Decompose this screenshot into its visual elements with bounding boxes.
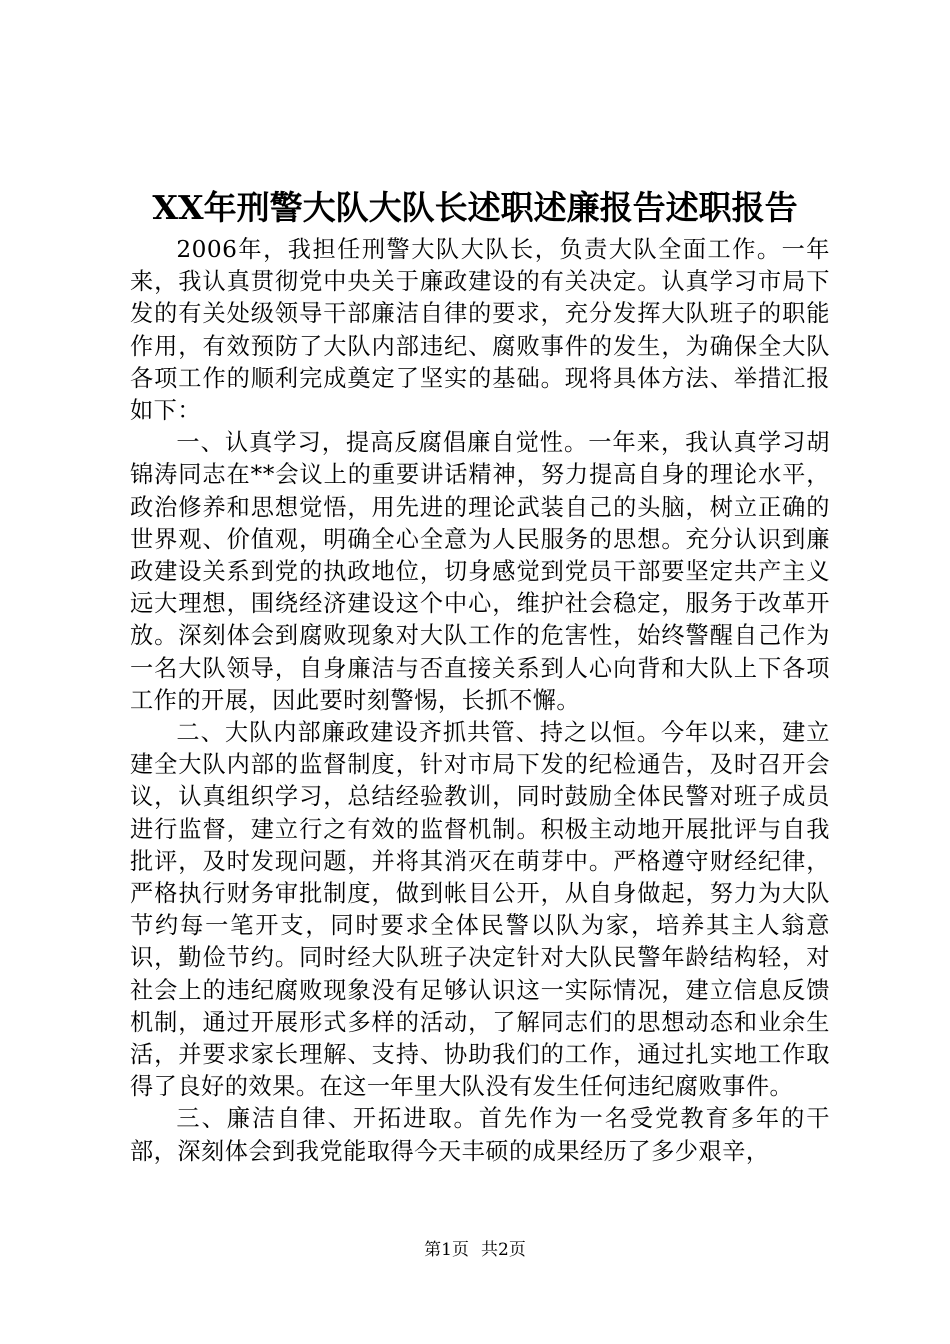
paragraph-section-2: 二、大队内部廉政建设齐抓共管、持之以恒。今年以来，建立建全大队内部的监督制度，针对市局下发的纪检通告，及时召开会议，认真组织学习，总结经验教训，同时鼓励全体民警对班子成员进行监督，建立行之有效的监督机制。积极主动地开展批评与自我批评，及时发现问题，并将其消灭在萌芽中。严格遵守财经纪律，严格执行财务审批制度，做到帐目公开，从自身做起，努力为大队节约每一笔开支，同时要求全体民警以队为家，培养其主人翁意识，勤俭节约。同时经大队班子决定针对大队民警年龄结构轻，对社会上的违纪腐败现象没有足够认识这一实际情况，建立信息反馈机制，通过开展形式多样的活动，了解同志们的思想动态和业余生活，并要求家长理解、支持、协助我们的工作，通过扎实地工作取得了良好的效果。在这一年里大队没有发生任何违纪腐败事件。: [130, 719, 830, 1101]
paragraph-section-3: 三、廉洁自律、开拓进取。首先作为一名受党教育多年的干部，深刻体会到我党能取得今天丰硕的成果经历了多少艰辛，: [130, 1105, 830, 1165]
page-footer: [0, 1238, 950, 1262]
document-title: XX年刑警大队大队长述职述廉报告述职报告: [152, 188, 798, 227]
page-number: 第1页: [424, 1240, 469, 1260]
paragraph-section-1: 一、认真学习，提高反腐倡廉自觉性。一年来，我认真学习胡锦涛同志在**会议上的重要讲话精神，努力提高自身的理论水平，政治修养和思想觉悟，用先进的理论武装自己的头脑，树立正确的世界观、价值观，明确全心全意为人民服务的思想。充分认识到廉政建设关系到党的执政地位，切身感觉到党员干部要坚定共产主义远大理想，围绕经济建设这个中心，维护社会稳定，服务于改革开放。深刻体会到腐败现象对大队工作的危害性，始终警醒自己作为一名大队领导，自身廉洁与否直接关系到人心向背和大队上下各项工作的开展，因此要时刻警惕，长抓不懈。: [130, 429, 830, 714]
page-total: 共2页: [481, 1240, 526, 1260]
paragraph-intro: 2006年，我担任刑警大队大队长，负责大队全面工作。一年来，我认真贯彻党中央关于廉政建设的有关决定。认真学习市局下发的有关处级领导干部廉洁自律的要求，充分发挥大队班子的职能作用，有效预防了大队内部违纪、腐败事件的发生，为确保全大队各项工作的顺利完成奠定了坚实的基础。现将具体方法、举措汇报如下：: [130, 236, 830, 425]
document-body: [130, 234, 830, 1168]
